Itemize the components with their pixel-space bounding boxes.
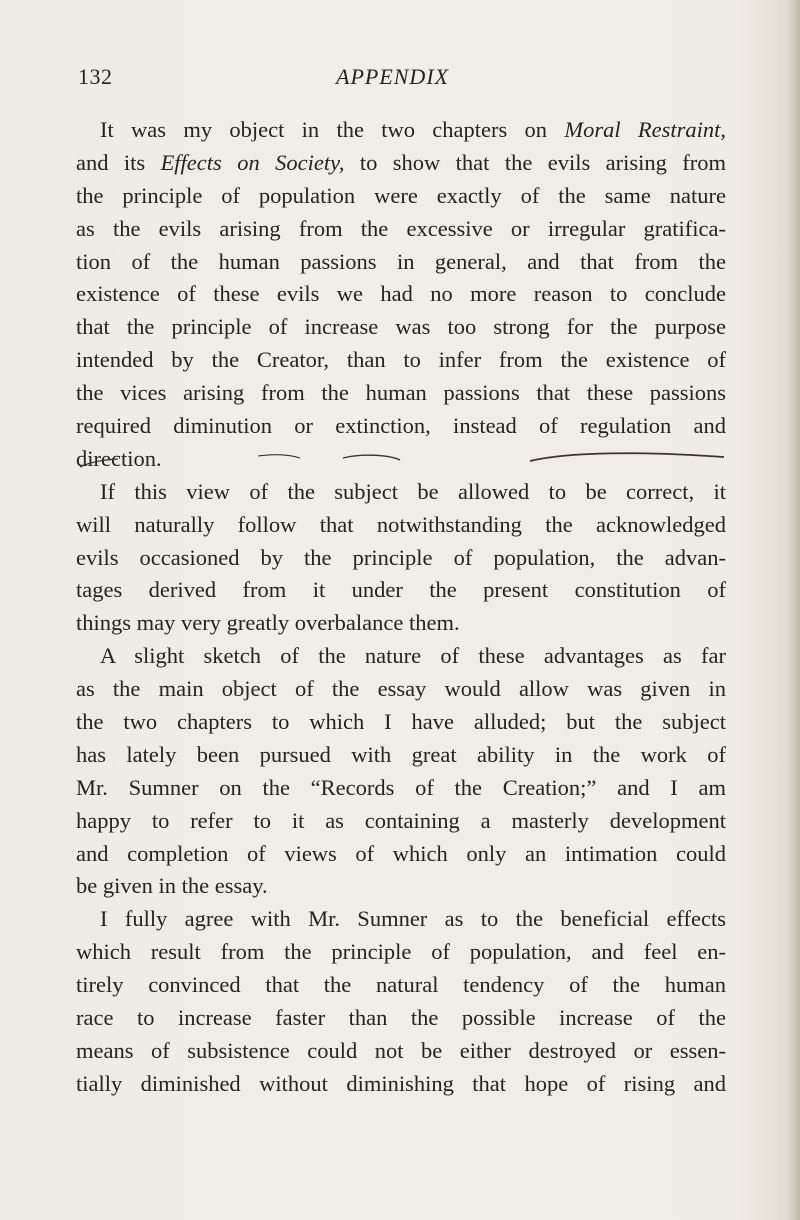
text-line: the vices arising from the human passions that these passions: [76, 380, 726, 406]
text-line: It was my object in the two chapters on Moral Restraint,: [100, 117, 726, 142]
text-line: tially diminished without diminishing that hope of rising and: [76, 1070, 726, 1096]
running-title: APPENDIX: [336, 64, 450, 89]
text-line: the two chapters to which I have alluded; but the subject: [76, 709, 726, 735]
text-line: intended by the Creator, than to infer from the existence of: [76, 347, 726, 373]
running-head: [78, 64, 728, 94]
text-line: I fully agree with Mr. Sumner as to the beneficial effects: [100, 906, 726, 932]
text-line: existence of these evils we had no more reason to conclude: [76, 281, 726, 307]
text-line: happy to refer to it as containing a masterly development: [76, 807, 726, 833]
text-line: If this view of the subject be allowed to be correct, it: [100, 478, 726, 504]
text-line: will naturally follow that notwithstanding the acknowledged: [76, 511, 726, 537]
page-edge-shadow: [786, 0, 800, 1220]
text-line: that the principle of increase was too strong for the purpose: [76, 314, 726, 340]
text-line: which result from the principle of population, and feel en-: [76, 939, 726, 965]
text-line: means of subsistence could not be either destroyed or essen-: [76, 1037, 726, 1063]
text-line: evils occasioned by the principle of population, the advan-: [76, 544, 726, 570]
text-line: Mr. Sumner on the “Records of the Creation;” and I am: [76, 774, 726, 800]
text-line: as the main object of the essay would allow was given in: [76, 676, 726, 702]
text-line: the principle of population were exactly of the same nature: [76, 182, 726, 208]
text-line: race to increase faster than the possible increase of the: [76, 1005, 726, 1031]
text-line: as the evils arising from the excessive or irregular gratifica-: [76, 215, 726, 241]
text-line: required diminution or extinction, instead of regulation and: [76, 413, 726, 439]
text-line: be given in the essay.: [76, 873, 268, 899]
text-line: tirely convinced that the natural tendency of the human: [76, 972, 726, 998]
body-text: [76, 114, 726, 1101]
text-line: A slight sketch of the nature of these advantages as far: [100, 643, 726, 669]
page-number: 132: [78, 64, 113, 89]
text-line: tion of the human passions in general, and that from the: [76, 248, 726, 274]
text-line: tages derived from it under the present constitution of: [76, 577, 726, 603]
text-line: things may very greatly overbalance them.: [76, 610, 460, 636]
text-line: and completion of views of which only an intimation could: [76, 840, 726, 866]
text-line: has lately been pursued with great ability in the work of: [76, 741, 726, 767]
text-line: and its Effects on Society, to show that the evils arising from: [76, 149, 726, 175]
text-line: direction.: [76, 445, 162, 471]
